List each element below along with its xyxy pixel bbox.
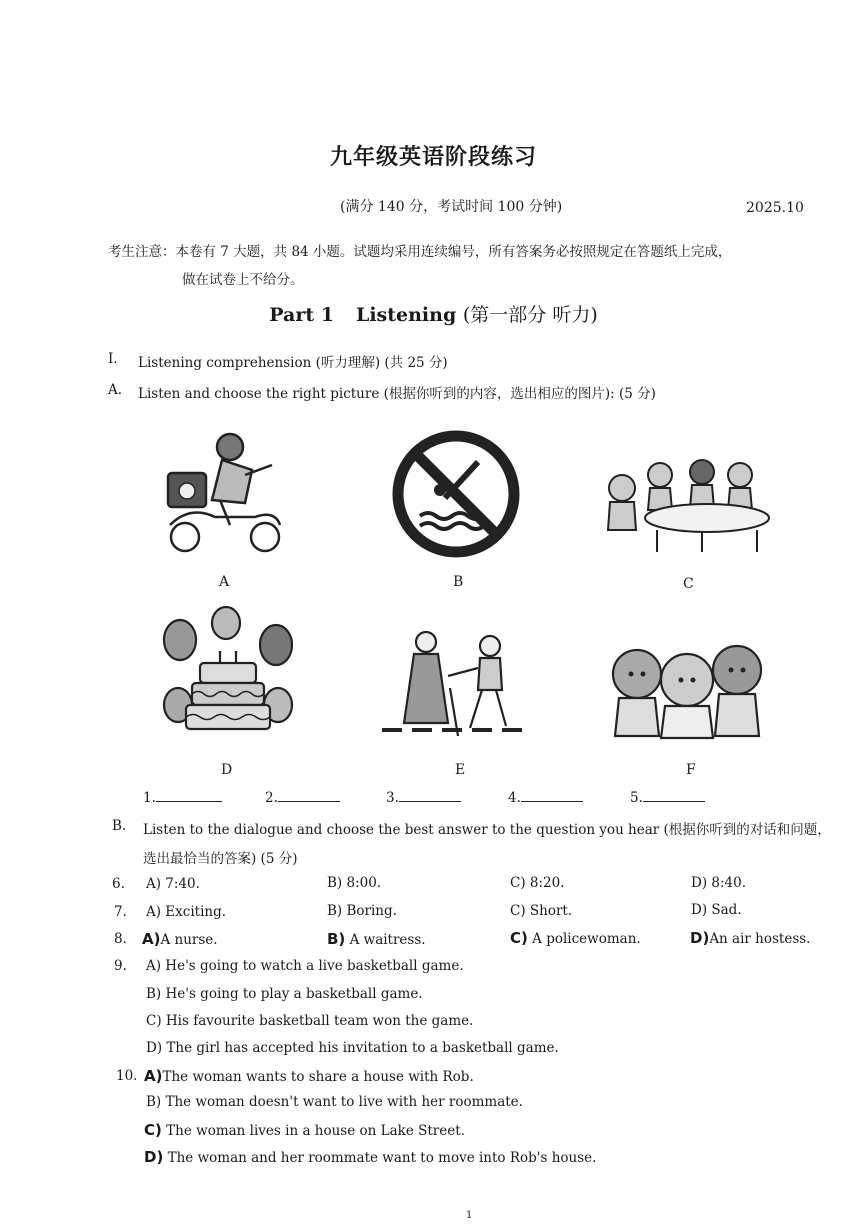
picture-f-label: F — [686, 762, 696, 778]
q8-option-c[interactable]: C) A policewoman. — [510, 929, 641, 947]
exam-subtitle: (满分 140 分，考试时间 100 分钟) — [340, 199, 563, 215]
part-name: Listening — [355, 304, 457, 326]
q7-option-d[interactable]: D) Sad. — [691, 902, 742, 918]
part-cn: (第一部分 听力) — [462, 304, 598, 326]
exam-date: 2025.10 — [746, 200, 804, 216]
section-b-letter: B. — [112, 818, 127, 834]
q9-option-c[interactable]: C) His favourite basketball team won the game. — [146, 1013, 474, 1029]
q10-option-b[interactable]: B) The woman doesn't want to live with her roommate. — [146, 1094, 523, 1110]
boy-helping-old-woman-icon — [378, 628, 528, 740]
part-label: Part 1 — [269, 304, 334, 326]
notice-line-1: 考生注意：本卷有 7 大题，共 84 小题。试题均采用连续编号，所有答案务必按照规定在答题纸上完成， — [108, 244, 732, 260]
delivery-scooter-icon — [160, 425, 295, 560]
q6-option-a[interactable]: A) 7:40. — [146, 876, 200, 892]
q8-mark-c: C) — [510, 929, 528, 947]
q9-number: 9. — [114, 958, 127, 974]
section-b-instructions-1: Listen to the dialogue and choose the best answer to the question you hear (根据你听到的对话和问题， — [143, 822, 831, 838]
answer-blank-2[interactable]: 2. — [265, 789, 340, 806]
exam-title: 九年级英语阶段练习 — [329, 144, 537, 170]
page-number: 1 — [466, 1210, 473, 1221]
q10-number: 10. — [116, 1068, 138, 1084]
section-i-title: Listening comprehension (听力理解) (共 25 分) — [138, 355, 448, 371]
q9-option-a[interactable]: A) He's going to watch a live basketball game. — [146, 958, 464, 974]
q6-option-c[interactable]: C) 8:20. — [510, 875, 565, 891]
q10-option-a[interactable]: A)The woman wants to share a house with Rob. — [144, 1067, 474, 1085]
q7-option-a[interactable]: A) Exciting. — [146, 904, 227, 920]
three-kids-icon — [605, 636, 770, 740]
picture-b-label: B — [453, 574, 464, 590]
q7-number: 7. — [114, 904, 127, 920]
answer-blank-4[interactable]: 4. — [508, 789, 583, 806]
answer-blank-3[interactable]: 3. — [386, 789, 461, 806]
q8-option-a[interactable]: A)A nurse. — [142, 930, 218, 948]
q7-option-c[interactable]: C) Short. — [510, 903, 573, 919]
q6-option-d[interactable]: D) 8:40. — [691, 875, 746, 891]
section-a-instructions: Listen and choose the right picture (根据你听到的内容，选出相应的图片): (5 分) — [138, 386, 656, 402]
q8-option-d[interactable]: D)An air hostess. — [690, 929, 811, 947]
q8-mark-b: B) — [327, 930, 346, 948]
picture-c-label: C — [683, 576, 694, 592]
picture-d-label: D — [221, 762, 233, 778]
picture-d — [158, 605, 298, 735]
part-heading — [0, 300, 867, 327]
birthday-cake-balloons-icon — [158, 605, 298, 735]
q6-number: 6. — [112, 876, 125, 892]
picture-f — [605, 636, 770, 740]
q10-mark-d: D) — [144, 1148, 164, 1166]
picture-a — [160, 425, 295, 560]
students-at-table-icon — [602, 430, 772, 555]
section-i-number: I. — [108, 351, 118, 367]
picture-a-label: A — [219, 574, 230, 590]
q10-option-d[interactable]: D) The woman and her roommate want to move into Rob's house. — [144, 1148, 597, 1166]
q7-option-b[interactable]: B) Boring. — [327, 903, 397, 919]
q10-mark-a: A) — [144, 1067, 163, 1085]
picture-e — [378, 628, 528, 740]
q9-option-d[interactable]: D) The girl has accepted his invitation to a basketball game. — [146, 1040, 559, 1056]
picture-c — [602, 430, 772, 555]
section-b-instructions-2: 选出最恰当的答案) (5 分) — [143, 851, 298, 867]
q10-mark-c: C) — [144, 1121, 162, 1139]
picture-e-label: E — [455, 762, 466, 778]
q8-mark-a: A) — [142, 930, 161, 948]
answer-blank-1[interactable]: 1. — [143, 789, 222, 806]
picture-b — [390, 428, 522, 560]
q8-option-b[interactable]: B) A waitress. — [327, 930, 426, 948]
notice-line-2: 做在试卷上不给分。 — [182, 272, 304, 288]
q9-option-b[interactable]: B) He's going to play a basketball game. — [146, 986, 423, 1002]
section-a-letter: A. — [108, 382, 123, 398]
q6-option-b[interactable]: B) 8:00. — [327, 875, 382, 891]
answer-blank-5[interactable]: 5. — [630, 789, 705, 806]
q8-mark-d: D) — [690, 929, 710, 947]
no-swimming-sign-icon — [390, 428, 522, 560]
q8-number: 8. — [114, 931, 127, 947]
q10-option-c[interactable]: C) The woman lives in a house on Lake Street. — [144, 1121, 465, 1139]
